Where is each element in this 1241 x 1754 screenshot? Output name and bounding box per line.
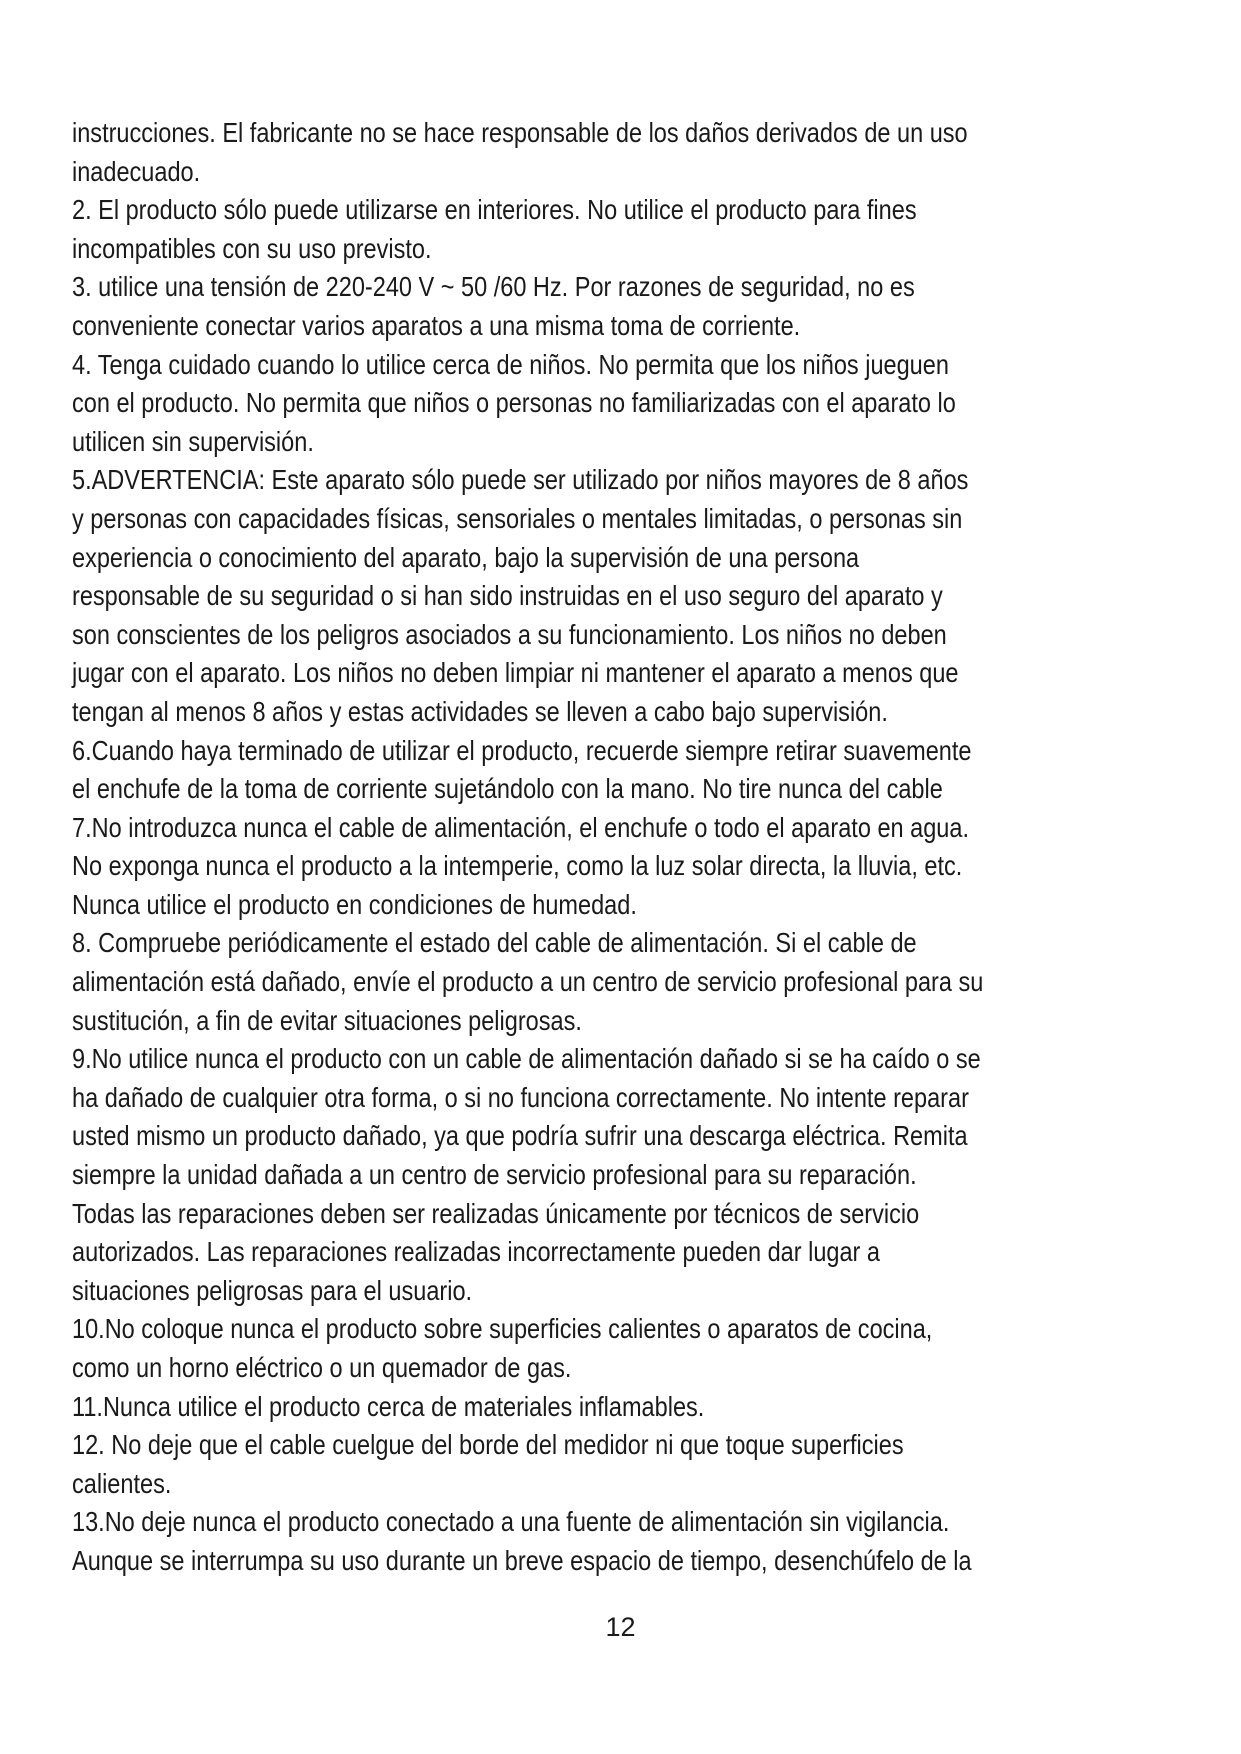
- text-line: y personas con capacidades físicas, sensoriales o mentales limitadas, o personas sin: [72, 502, 963, 534]
- text-line: 8. Compruebe periódicamente el estado del cable de alimentación. Si el cable de: [72, 927, 917, 959]
- text-line: son conscientes de los peligros asociados a su funcionamiento. Los niños no deben: [72, 618, 947, 650]
- text-line: Todas las reparaciones deben ser realizadas únicamente por técnicos de servicio: [72, 1197, 920, 1229]
- text-line: 6.Cuando haya terminado de utilizar el producto, recuerde siempre retirar suavemente: [72, 734, 972, 766]
- page-number: 12: [605, 1612, 636, 1642]
- text-line: sustitución, a fin de evitar situaciones peligrosas.: [72, 1004, 582, 1036]
- text-line: No exponga nunca el producto a la intemperie, como la luz solar directa, la lluvia, etc.: [72, 850, 963, 882]
- text-line: 11.Nunca utilice el producto cerca de materiales inflamables.: [72, 1390, 705, 1422]
- text-line: 2. El producto sólo puede utilizarse en interiores. No utilice el producto para fines: [72, 194, 917, 226]
- text-line: instrucciones. El fabricante no se hace responsable de los daños derivados de un uso: [72, 117, 968, 148]
- text-line: tengan al menos 8 años y estas actividades se lleven a cabo bajo supervisión.: [72, 695, 888, 727]
- text-line: siempre la unidad dañada a un centro de servicio profesional para su reparación.: [72, 1159, 917, 1191]
- text-line: 12. No deje que el cable cuelgue del borde del medidor ni que toque superficies: [72, 1429, 904, 1461]
- text-line: el enchufe de la toma de corriente sujetándolo con la mano. No tire nunca del cable: [72, 773, 943, 805]
- text-line: jugar con el aparato. Los niños no deben limpiar ni mantener el aparato a menos que: [72, 657, 959, 689]
- text-line: Aunque se interrumpa su uso durante un breve espacio de tiempo, desenchúfelo de la: [72, 1544, 972, 1576]
- text-line: conveniente conectar varios aparatos a una misma toma de corriente.: [72, 309, 801, 341]
- text-line: 9.No utilice nunca el producto con un cable de alimentación dañado si se ha caído o se: [72, 1043, 981, 1075]
- text-line: experiencia o conocimiento del aparato, bajo la supervisión de una persona: [72, 541, 860, 573]
- text-line: incompatibles con su uso previsto.: [72, 232, 432, 264]
- text-line: 5.ADVERTENCIA: Este aparato sólo puede ser utilizado por niños mayores de 8 años: [72, 464, 969, 496]
- body-text: [72, 114, 1152, 1581]
- text-line: autorizados. Las reparaciones realizadas incorrectamente pueden dar lugar a: [72, 1236, 881, 1268]
- text-line: inadecuado.: [72, 155, 201, 187]
- text-line: con el producto. No permita que niños o personas no familiarizadas con el aparato lo: [72, 387, 956, 419]
- text-line: Nunca utilice el producto en condiciones de humedad.: [72, 888, 637, 920]
- text-line: situaciones peligrosas para el usuario.: [72, 1274, 473, 1306]
- text-line: como un horno eléctrico o un quemador de gas.: [72, 1352, 572, 1383]
- text-line: 3. utilice una tensión de 220-240 V ~ 50 /60 Hz. Por razones de seguridad, no es: [72, 271, 915, 303]
- text-line: calientes.: [72, 1467, 172, 1499]
- text-line: usted mismo un producto dañado, ya que podría sufrir una descarga eléctrica. Remita: [72, 1120, 968, 1152]
- text-line: responsable de su seguridad o si han sido instruidas en el uso seguro del aparato y: [72, 580, 943, 612]
- text-line: ha dañado de cualquier otra forma, o si no funciona correctamente. No intente reparar: [72, 1081, 969, 1113]
- text-line: 10.No coloque nunca el producto sobre superficies calientes o aparatos de cocina,: [72, 1313, 933, 1345]
- text-line: utilicen sin supervisión.: [72, 425, 314, 457]
- text-line: alimentación está dañado, envíe el producto a un centro de servicio profesional para su: [72, 966, 984, 998]
- text-line: 7.No introduzca nunca el cable de alimentación, el enchufe o todo el aparato en agua.: [72, 811, 970, 843]
- text-line: 4. Tenga cuidado cuando lo utilice cerca de niños. No permita que los niños jueguen: [72, 348, 949, 380]
- text-line: 13.No deje nunca el producto conectado a una fuente de alimentación sin vigilancia.: [72, 1506, 950, 1538]
